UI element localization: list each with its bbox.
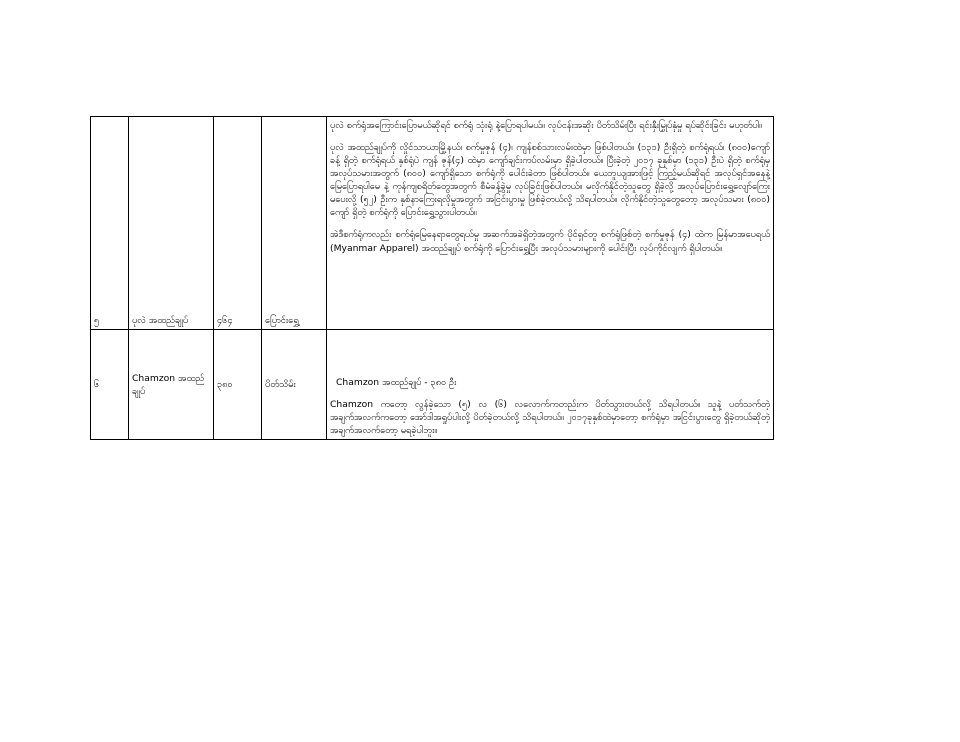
- row-number-text: ၅: [94, 314, 100, 326]
- description-paragraph: ပုလဲ အထည်ချုပ်ကို လှိုင်သာယာမြို့နယ်၊ စက်မှုဇုန် (၄)၊ ကျန်စစ်သားလမ်းထဲမှာ ဖြစ်ပါတယ်။ (၁၃၁) ဦးရှိတဲ့ စက်ရုံရယ်၊ (၈၀၀)ကျော်ခန့် ရှိတဲ့ စက်ရုံရယ် နှစ်ရုံပဲ ကျန် ဇုန်(၄) ထဲမှာ ကျော်ချင်းကပ်လမ်းမှာ ရှိခဲ့ပါတယ်။ ပြီးခဲ့တဲ့ ၂၀၁၇ ခုနှစ်မှာ (၁၃၁) ဦးပဲ ရှိတဲ့ စက်ရုံမှ အလုပ်သမားအတွက် (၈၀၀) ကျော်ရှိသော စက်ရုံကို ပေါင်းခဲတာ ဖြစ်ပါတယ်။ ယေဘူယျအားဖြင့် ကြည့်မယ်ဆိုရင် အလုပ်ရှင်အနေနဲ့ မြေပြောရပါမေ နဲ့ ကုန်ကျစရိတ်တွေအတွက် စီမံခန့်ခွဲမှု လုပ်ခြင်းဖြစ်ပါတယ်။ မလိုက်နိုင်တဲ့သူတွေ ရှိခဲ့လို့ အလုပ်ပြောင်းရွှေ့လျော်ကြေး မပေးလို့ (၅၂) ဦးက နှစ်နာကြေးရလိုမှုအတွက် အငြင်းပွားမှု ဖြစ်ခဲ့တယ်လို့ သိရပါတယ်။ လိုက်နိုင်တဲ့သူတွေတော့ အလုပ်သမား (၈၀၀) ကျော် ရှိတဲ့ စက်ရုံကို ပြောင်းရွှေ့သွားပါတယ်။: [330, 142, 770, 219]
- company-name-text: ပုလဲ အထည်ချုပ်: [132, 314, 189, 326]
- data-table: [90, 116, 774, 440]
- company-name-text: Chamzon အထည်ချုပ်: [132, 372, 205, 397]
- status-cell: [262, 117, 327, 330]
- row-number-cell: [91, 330, 129, 440]
- status-text: ပိတ်သိမ်း: [265, 379, 296, 391]
- description-cell: [327, 330, 774, 440]
- status-cell: [262, 330, 327, 440]
- table-row: [91, 330, 774, 440]
- worker-count-text: ၃၈၀: [217, 379, 233, 391]
- worker-count-cell: [214, 330, 262, 440]
- status-text: ပြောင်းရွှေ့: [265, 314, 299, 326]
- worker-count-cell: [214, 117, 262, 330]
- description-heading: Chamzon အထည်ချုပ် - ၃၈၀ ဦး: [336, 377, 457, 388]
- company-name-cell: [129, 330, 214, 440]
- description-paragraph: အဲဒီစက်ရုံကလည်း စက်ရုံမြေနေရာတွေရယ်မှု အဆက်အခဲရှိတဲ့အတွက် ပိုင်ရှင်တူ စက်ရုံဖြစ်တဲ့ စက်မှုဇုန် (၄) ထဲက မြန်မာအပေရယ် (Myanmar Apparel) အထည်ချုပ် စက်ရုံကို ပြောင်းရွှေ့ပြီး အလုပ်သမားများကို ပေါင်းပြီး လုပ်ကိုင်လျက် ရှိပါတယ်။: [330, 229, 770, 254]
- cell-spacer: [330, 332, 770, 376]
- description-paragraph: ပုလဲ စက်ရုံအကြောင်းပြောမယ်ဆိုရင် စက်ရုံ သုံးရုံ နဲ့ပြောရပါမယ်။ လုပ်ငန်းအဆိုး ပိတ်သိမ်းပြီး ရင်းနှီးမြှုပ်နှံမှု ရပ်ဆိုင်းခြင်း မဟုတ်ပါ။: [330, 120, 762, 131]
- row-number-cell: [91, 117, 129, 330]
- description-paragraph: Chamzon ကတော့ လွန်ခဲ့သော (၅) လ (၆) လလောက်ကတည်းက ပိတ်သွားတယ်လို့ သိရပါတယ်။ သူနဲ့ ပတ်သက်တဲ့ အချက်အလက်ကတော့ အော်ဒါအရှုပ်ပါးလို့ ပိတ်ခဲ့တယ်လို့ သိရပါတယ်။ ၂၀၁၇ခုနှစ်ထဲမှာတော့ စက်ရုံမှာ အငြင်းပွားတွေ ရှိခဲ့တယ်ဆိုတဲ့ အချက်အလက်တော့ မရခဲ့ပါဘူး။: [330, 399, 770, 437]
- row-number-text: ၆: [94, 379, 100, 391]
- table-row: [91, 117, 774, 330]
- company-name-cell: [129, 117, 214, 330]
- worker-count-text: ၄၆၄: [217, 314, 233, 326]
- description-cell: [327, 117, 774, 330]
